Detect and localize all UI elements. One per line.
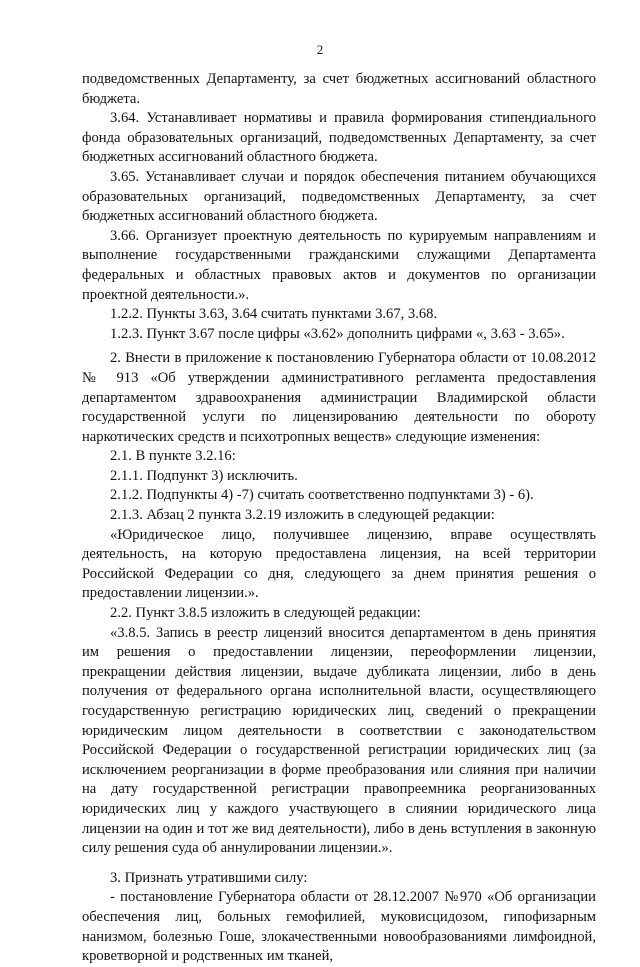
paragraph: 2.2. Пункт 3.8.5 изложить в следующей редакции: <box>110 605 421 622</box>
paragraph: 2.1.1. Подпункт 3) исключить. <box>110 467 298 484</box>
paragraph: - постановление Губернатора области от 28.12.2007 №970 «Об организации обеспечения лиц, больных гемофилией, муковисцидозом, гипофизарным нанизмом, болезнью Гоше, злокачественными новообразованиями лимфоидной, кроветворной и родственных им тканей, <box>82 889 596 965</box>
paragraph: «3.8.5. Запись в реестр лицензий вносится департаментом в день принятия им решения о предоставлении лицензии, переоформлении лицензии, прекращении действия лицензии, выдаче дубликата лицензии, либо в день получения от федерального органа исполнительной власти, осуществляющего государственную регистрацию юридических лиц, сведений о прекращении юридическим лицом деятельности в соответствии с законодательством Российской Федерации о государственной регистрации юридических лиц (за исключением реорганизации в форме преобразования или слияния при наличии на дату государственной регистрации правопреемника реорганизованных юридических лиц у каждого участвующего в слиянии юридического лица лицензии на один и тот же вид деятельности), либо в день вступления в законную силу решения суда об аннулировании лицензии.». <box>82 624 596 857</box>
paragraph: 3.64. Устанавливает нормативы и правила формирования стипендиального фонда образовательных организаций, подведомственных Департаменту, за счет бюджетных ассигнований областного бюджета. <box>82 110 596 166</box>
paragraph: 2.1.2. Подпункты 4) -7) считать соответственно подпунктами 3) - 6). <box>110 487 534 504</box>
paragraph: «Юридическое лицо, получившее лицензию, вправе осуществлять деятельность, на которую предоставлена лицензия, на всей территории Российской Федерации со дня, следующего за днем принятия решения о предоставлении лицензии.». <box>82 526 596 602</box>
paragraph: 2.1. В пункте 3.2.16: <box>110 448 236 465</box>
paragraph: 2.1.3. Абзац 2 пункта 3.2.19 изложить в следующей редакции: <box>110 507 495 524</box>
paragraph: 1.2.3. Пункт 3.67 после цифры «3.62» дополнить цифрами «, 3.63 - 3.65». <box>110 325 565 342</box>
paragraph: подведомственных Департаменту, за счет бюджетных ассигнований областного бюджета. <box>82 71 596 107</box>
paragraph: 3.65. Устанавливает случаи и порядок обеспечения питанием обучающихся образовательных организаций, подведомственных Департаменту, за счет бюджетных ассигнований областного бюджета. <box>82 168 596 225</box>
paragraph: 3.66. Организует проектную деятельность по курируемым направлениям и выполнение государственными гражданскими служащими Департамента федеральных и областных правовых актов и документов по организации проектной деятельности.». <box>82 227 596 303</box>
page-number: 2 <box>316 42 324 57</box>
paragraph: 3. Признать утратившими силу: <box>110 869 308 886</box>
document-body <box>82 70 596 967</box>
paragraph: 1.2.2. Пункты 3.63, 3.64 считать пунктами 3.67, 3.68. <box>110 306 438 323</box>
paragraph: 2. Внести в приложение к постановлению Губернатора области от 10.08.2012 № 913 «Об утверждении административного регламента предоставления департаментом здравоохранения администрации Владимирской области государственной услуги по лицензированию деятельности по обороту наркотических средств и психотропных веществ» следующие изменения: <box>82 350 596 445</box>
